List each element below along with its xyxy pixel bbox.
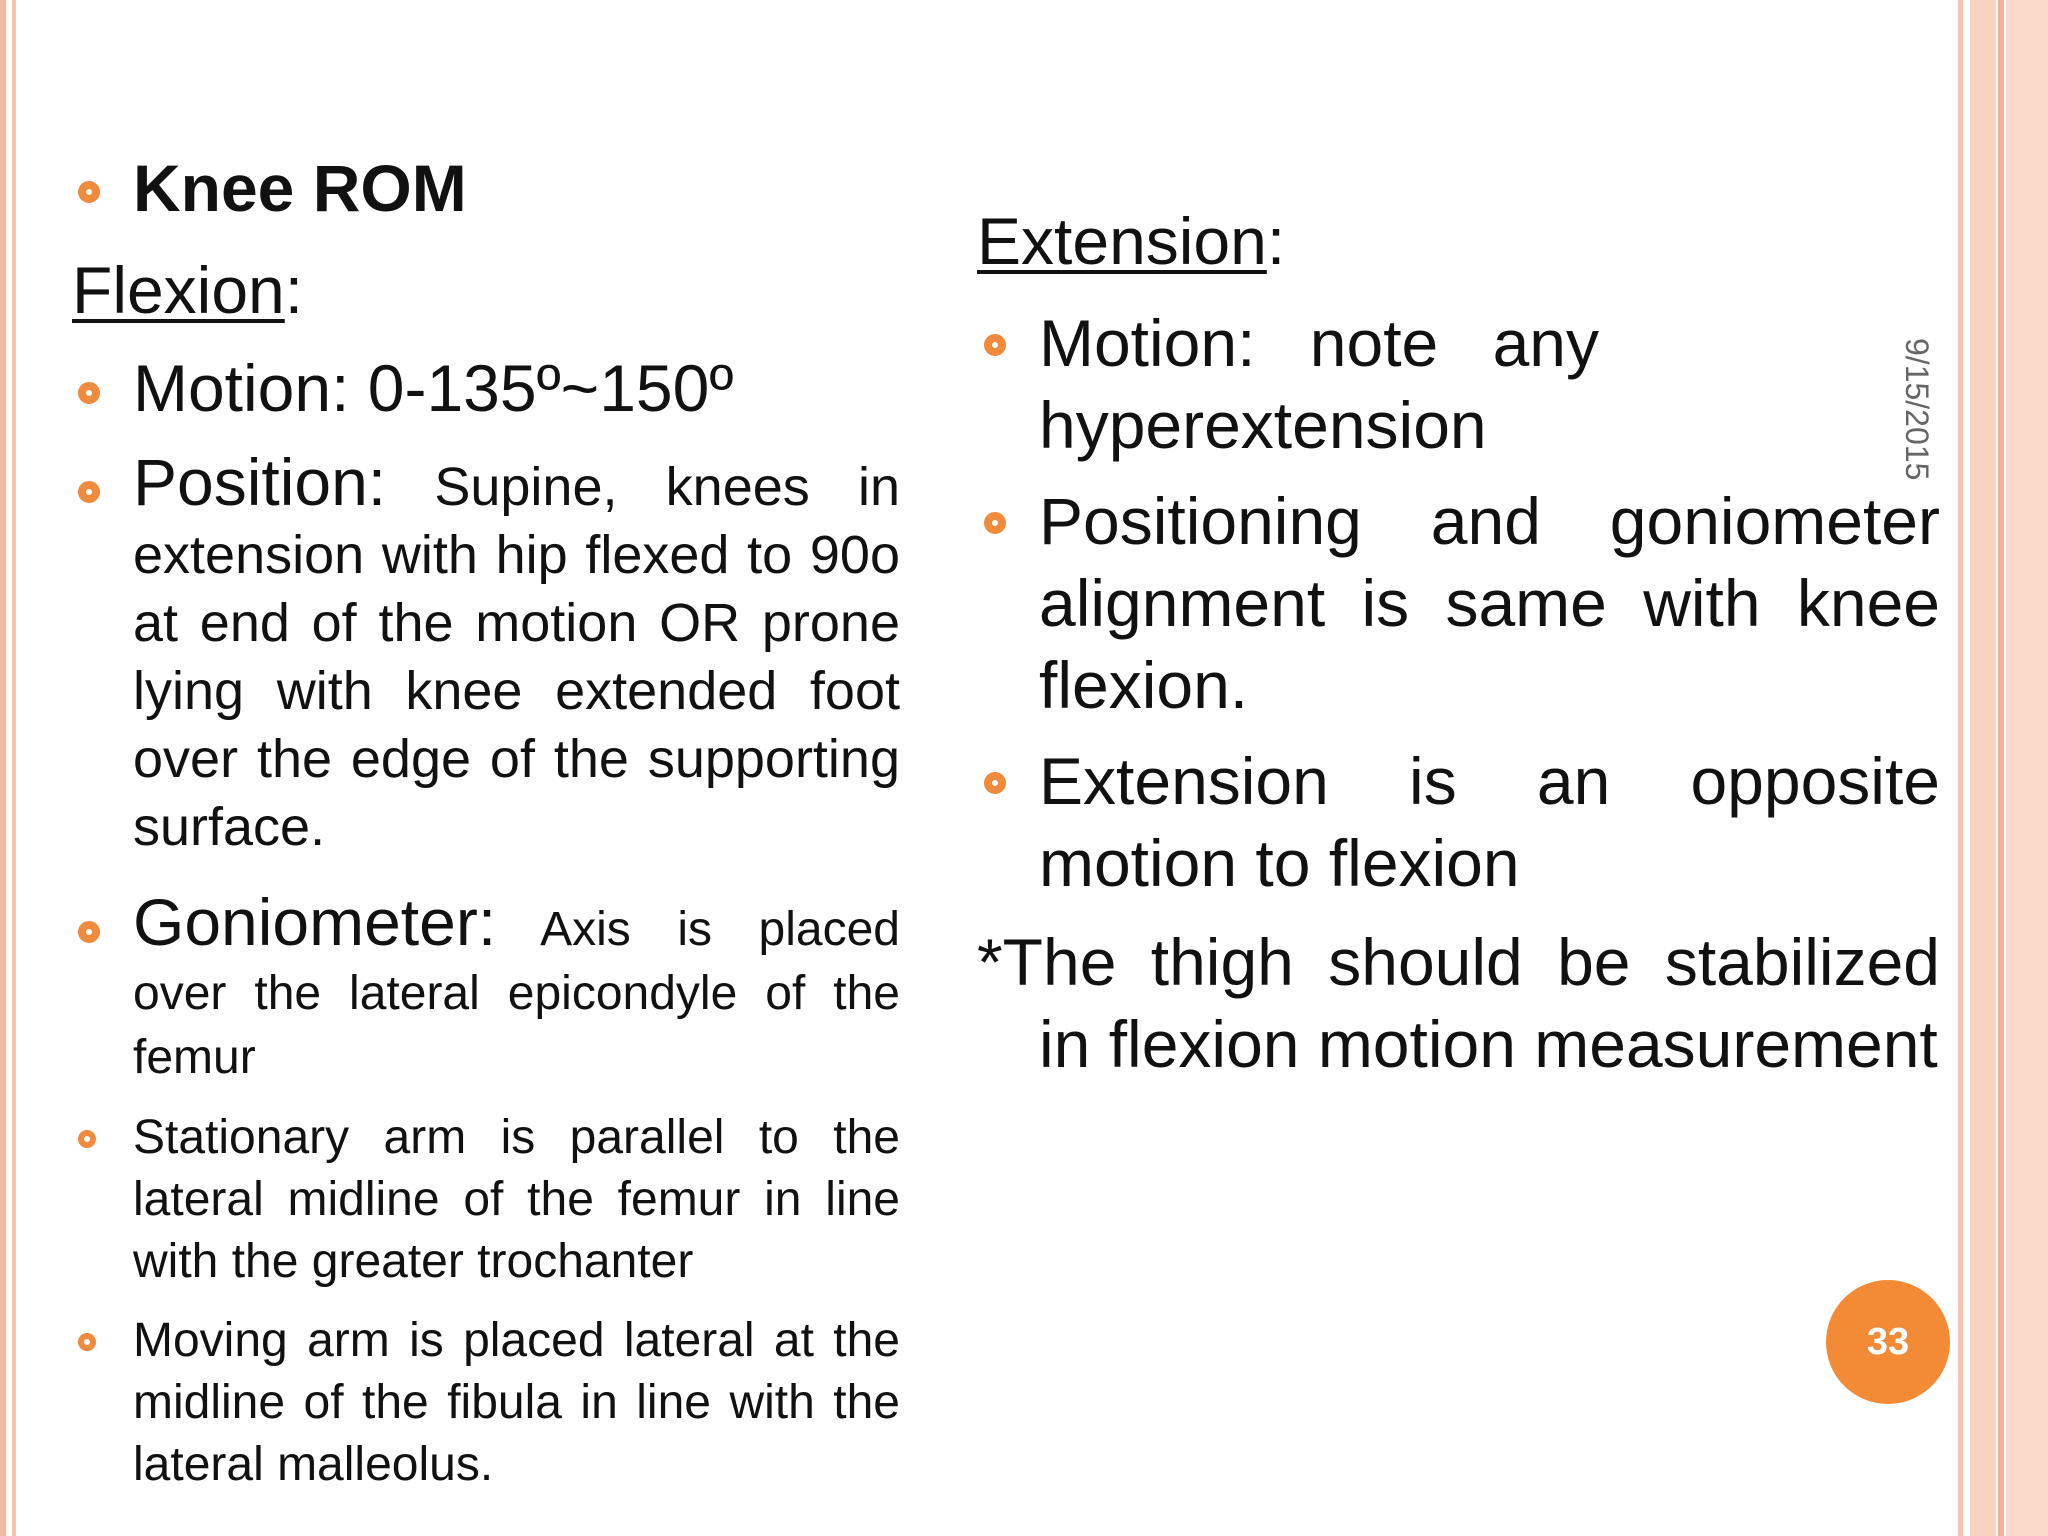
goniometer-label: Goniometer:: [133, 885, 497, 959]
flexion-position: [133, 445, 900, 861]
bullet-icon: [78, 181, 100, 203]
moving-arm: Moving arm is placed lateral at the midline of the fibula in line with the lateral malleolus.: [133, 1314, 900, 1491]
goniometer-text: Axis is placed over the lateral epicondyle of the femur: [133, 903, 901, 1084]
bullet-icon: [984, 334, 1006, 356]
right-border-stripe: [1970, 0, 1996, 1536]
flexion-heading-colon: :: [284, 253, 304, 327]
extension-opposite: Extension is an opposite motion to flexion: [1039, 744, 1940, 900]
slide-title: Knee ROM: [133, 151, 467, 225]
flexion-heading: [72, 252, 303, 328]
left-border-stripe-inner: [12, 0, 16, 1536]
bullet-icon: [78, 481, 100, 503]
stabilize-note: *The thigh should be stabilized in flexion motion measurement: [977, 925, 1940, 1081]
right-border-stripe-outer: [2006, 0, 2048, 1536]
extension-heading-text: Extension: [977, 204, 1267, 278]
bullet-icon: [78, 921, 100, 943]
extension-heading: [977, 203, 1285, 279]
slide-date: 9/15/2015: [1899, 338, 1935, 481]
extension-positioning: Positioning and goniometer alignment is same with knee flexion.: [1039, 484, 1940, 722]
extension-heading-colon: :: [1266, 204, 1286, 278]
right-border-stripe-inner: [1958, 0, 1963, 1536]
bullet-icon: [78, 1130, 96, 1148]
flexion-heading-text: Flexion: [72, 253, 285, 327]
bullet-icon: [984, 512, 1006, 534]
bullet-icon: [984, 772, 1006, 794]
left-border-stripe: [0, 0, 6, 1536]
flexion-goniometer: [133, 885, 901, 1090]
page-number-badge: 33: [1826, 1280, 1950, 1404]
flexion-motion: Motion: 0-135º~150º: [133, 351, 734, 425]
position-label: Position:: [133, 445, 387, 519]
bullet-icon: [78, 382, 100, 404]
extension-motion: Motion: note any hyperextension: [1039, 306, 1599, 462]
stationary-arm: Stationary arm is parallel to the lateral midline of the femur in line with the greater trochanter: [133, 1111, 900, 1288]
bullet-icon: [78, 1333, 96, 1351]
position-text: Supine, knees in extension with hip flexed to 90o at end of the motion OR prone lying with knee extended foot over the edge of the supporting surface.: [133, 457, 900, 857]
right-border-stripe-accent: [1998, 0, 2004, 1536]
